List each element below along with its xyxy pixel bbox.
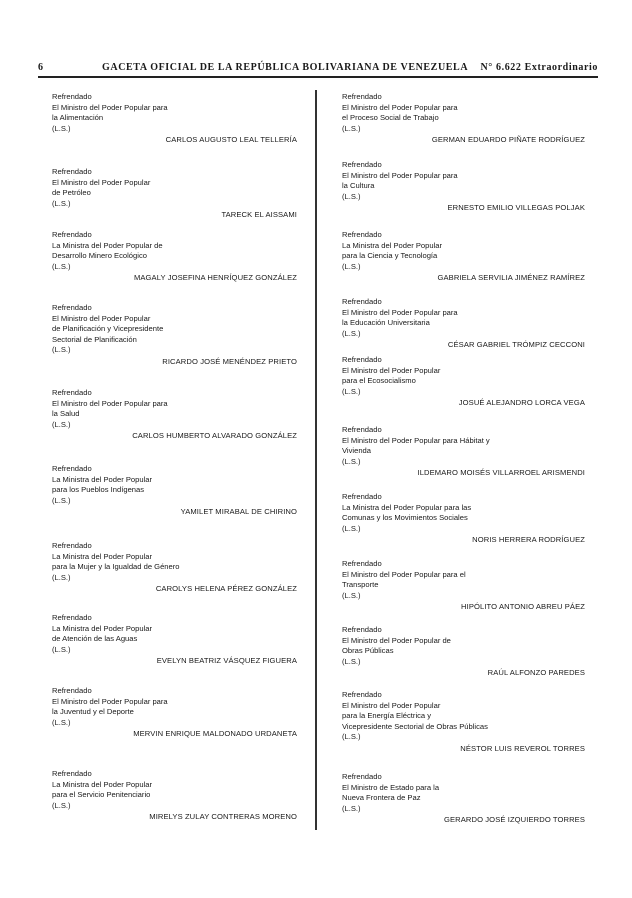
- refrendado-label: Refrendado: [52, 92, 92, 101]
- ministry-line: La Ministra del Poder Popular: [52, 779, 153, 789]
- refrendado-label: Refrendado: [52, 388, 92, 397]
- signatory-name: CARLOS AUGUSTO LEAL TELLERÍA: [165, 135, 297, 144]
- ministry-line: para la Ciencia y Tecnología: [342, 251, 438, 260]
- seal-marker: (L.S.): [52, 800, 71, 810]
- seal-marker: (L.S.): [52, 717, 71, 727]
- refrendado-label: Refrendado: [342, 160, 382, 169]
- seal-marker: (L.S.): [342, 191, 361, 201]
- refrendo-entry: [342, 625, 585, 679]
- ministry-line: La Ministra del Poder Popular: [342, 240, 443, 250]
- ministry-line: la Salud: [52, 409, 80, 418]
- signatory-name: ERNESTO EMILIO VILLEGAS POLJAK: [447, 203, 585, 212]
- ministry-line: El Ministro del Poder Popular para el: [342, 569, 466, 579]
- ministry-line: El Ministro del Poder Popular de: [342, 635, 451, 645]
- issue-number: N° 6.622 Extraordinario: [480, 62, 598, 73]
- seal-marker: (L.S.): [342, 590, 361, 600]
- signatory-name: JOSUÉ ALEJANDRO LORCA VEGA: [458, 398, 585, 407]
- ministry-line: la Educación Universitaria: [342, 318, 430, 327]
- ministry-line: de Planificación y Vicepresidente: [52, 324, 164, 333]
- refrendo-entry: [52, 167, 297, 221]
- seal-marker: (L.S.): [342, 386, 361, 396]
- refrendado-label: Refrendado: [52, 230, 92, 239]
- refrendado-label: Refrendado: [52, 769, 92, 778]
- ministry-line: La Ministra del Poder Popular: [52, 551, 153, 561]
- signatory-name: YAMILET MIRABAL DE CHIRINO: [180, 507, 297, 516]
- seal-marker: (L.S.): [342, 803, 361, 813]
- ministry-line: Transporte: [342, 580, 379, 589]
- ministry-line: Obras Públicas: [342, 646, 394, 655]
- ministry-line: para la Energía Eléctrica y: [342, 711, 432, 720]
- signatory-name: CÉSAR GABRIEL TRÓMPIZ CECCONI: [447, 340, 585, 349]
- page-header: [38, 62, 598, 76]
- ministry-line: Desarrollo Minero Ecológico: [52, 251, 147, 260]
- ministry-line: El Ministro del Poder Popular para: [342, 102, 458, 112]
- refrendo-entry: [52, 613, 297, 667]
- ministry-line: El Ministro del Poder Popular para: [52, 398, 168, 408]
- refrendo-entry: [52, 464, 297, 518]
- seal-marker: (L.S.): [52, 198, 71, 208]
- refrendo-entry: [342, 772, 585, 826]
- refrendo-entry: [342, 425, 585, 479]
- refrendo-entry: [342, 92, 585, 146]
- ministry-line: de Atención de las Aguas: [52, 634, 138, 643]
- column-divider: [315, 90, 317, 830]
- page-number: 6: [38, 62, 44, 73]
- signatory-name: RAÚL ALFONZO PAREDES: [487, 668, 585, 677]
- ministry-line: El Ministro del Poder Popular para: [52, 696, 168, 706]
- ministry-line: la Cultura: [342, 181, 375, 190]
- signatory-name: NÉSTOR LUIS REVEROL TORRES: [460, 743, 585, 753]
- ministry-line: El Ministro del Poder Popular para: [342, 170, 458, 180]
- ministry-line: para la Mujer y la Igualdad de Género: [52, 562, 180, 571]
- refrendo-entry: [52, 92, 297, 146]
- refrendo-entry: [342, 690, 585, 754]
- ministry-line: Vivienda: [342, 446, 371, 455]
- ministry-line: El Ministro del Poder Popular para: [52, 102, 168, 112]
- refrendado-label: Refrendado: [342, 230, 382, 239]
- seal-marker: (L.S.): [52, 495, 71, 505]
- seal-marker: (L.S.): [52, 345, 71, 354]
- signatory-name: NORIS HERRERA RODRÍGUEZ: [472, 535, 585, 544]
- refrendado-label: Refrendado: [52, 686, 92, 695]
- signatory-name: MIRELYS ZULAY CONTRERAS MORENO: [149, 812, 297, 821]
- ministry-line: El Ministro de Estado para la: [342, 782, 440, 792]
- refrendado-label: Refrendado: [342, 772, 382, 781]
- signatory-name: MERVIN ENRIQUE MALDONADO URDANETA: [133, 729, 297, 738]
- ministry-line: La Ministra del Poder Popular: [52, 474, 153, 484]
- refrendo-entry: [342, 559, 585, 613]
- seal-marker: (L.S.): [342, 732, 361, 741]
- refrendado-label: Refrendado: [342, 690, 382, 699]
- seal-marker: (L.S.): [52, 644, 71, 654]
- gazette-title: GACETA OFICIAL DE LA REPÚBLICA BOLIVARIANA DE VENEZUELA: [102, 62, 469, 73]
- refrendado-label: Refrendado: [52, 167, 92, 176]
- signatory-name: ILDEMARO MOISÉS VILLARROEL ARISMENDI: [417, 468, 585, 477]
- refrendo-entry: [52, 230, 297, 284]
- refrendo-entry: [52, 541, 297, 595]
- refrendado-label: Refrendado: [342, 425, 382, 434]
- seal-marker: (L.S.): [342, 523, 361, 533]
- refrendado-label: Refrendado: [342, 92, 382, 101]
- signatory-name: GERMAN EDUARDO PIÑATE RODRÍGUEZ: [431, 135, 585, 144]
- refrendo-entry: [342, 492, 585, 546]
- ministry-line: La Ministra del Poder Popular para las: [342, 502, 472, 512]
- refrendado-label: Refrendado: [342, 355, 382, 364]
- ministry-line: Nueva Frontera de Paz: [342, 793, 421, 802]
- ministry-line: La Ministra del Poder Popular de: [52, 240, 163, 250]
- refrendado-label: Refrendado: [342, 625, 382, 634]
- ministry-line: Sectorial de Planificación: [52, 334, 137, 344]
- ministry-line: la Alimentación: [52, 113, 104, 122]
- signatory-name: CAROLYS HELENA PÉREZ GONZÁLEZ: [155, 584, 297, 593]
- refrendo-entry: [52, 686, 297, 740]
- ministry-line: Vicepresidente Sectorial de Obras Públicas: [342, 721, 488, 731]
- signatory-name: CARLOS HUMBERTO ALVARADO GONZÁLEZ: [132, 431, 297, 440]
- refrendo-entry: [342, 230, 585, 284]
- seal-marker: (L.S.): [342, 123, 361, 133]
- signatory-name: TARECK EL AISSAMI: [221, 210, 297, 219]
- refrendado-label: Refrendado: [52, 464, 92, 473]
- seal-marker: (L.S.): [52, 123, 71, 133]
- ministry-line: El Ministro del Poder Popular: [52, 177, 151, 187]
- signatory-name: RICARDO JOSÉ MENÉNDEZ PRIETO: [162, 356, 297, 366]
- refrendado-label: Refrendado: [342, 559, 382, 568]
- signatory-name: EVELYN BEATRIZ VÁSQUEZ FIGUERA: [156, 656, 297, 665]
- seal-marker: (L.S.): [342, 456, 361, 466]
- seal-marker: (L.S.): [52, 261, 71, 271]
- ministry-line: El Ministro del Poder Popular: [52, 313, 151, 323]
- refrendado-label: Refrendado: [342, 297, 382, 306]
- header-rule: [38, 76, 598, 78]
- refrendo-entry: [342, 160, 585, 214]
- ministry-line: la Juventud y el Deporte: [52, 707, 134, 716]
- seal-marker: (L.S.): [342, 261, 361, 271]
- refrendado-label: Refrendado: [342, 492, 382, 501]
- ministry-line: La Ministra del Poder Popular: [52, 623, 153, 633]
- ministry-line: El Ministro del Poder Popular para Hábitat y: [342, 435, 490, 445]
- refrendo-entry: [52, 769, 297, 823]
- ministry-line: el Proceso Social de Trabajo: [342, 113, 439, 122]
- seal-marker: (L.S.): [52, 572, 71, 582]
- seal-marker: (L.S.): [342, 328, 361, 338]
- refrendo-entry: [342, 297, 585, 351]
- refrendado-label: Refrendado: [52, 541, 92, 550]
- ministry-line: para los Pueblos Indígenas: [52, 485, 145, 494]
- ministry-line: de Petróleo: [52, 188, 91, 197]
- ministry-line: para el Servicio Penitenciario: [52, 790, 151, 799]
- ministry-line: El Ministro del Poder Popular: [342, 365, 441, 375]
- signatory-name: MAGALY JOSEFINA HENRÍQUEZ GONZÁLEZ: [133, 273, 297, 282]
- ministry-line: El Ministro del Poder Popular: [342, 700, 441, 710]
- refrendo-entry: [52, 388, 297, 442]
- ministry-line: Comunas y los Movimientos Sociales: [342, 513, 468, 522]
- seal-marker: (L.S.): [342, 656, 361, 666]
- refrendado-label: Refrendado: [52, 613, 92, 622]
- signatory-name: GABRIELA SERVILIA JIMÉNEZ RAMÍREZ: [437, 273, 585, 282]
- refrendado-label: Refrendado: [52, 303, 92, 312]
- refrendo-entry: [342, 355, 585, 409]
- signatory-name: HIPÓLITO ANTONIO ABREU PÁEZ: [461, 602, 585, 611]
- seal-marker: (L.S.): [52, 419, 71, 429]
- ministry-line: El Ministro del Poder Popular para: [342, 307, 458, 317]
- signatory-name: GERARDO JOSÉ IZQUIERDO TORRES: [443, 815, 585, 824]
- ministry-line: para el Ecosocialismo: [342, 376, 416, 385]
- refrendo-entry: [52, 303, 297, 367]
